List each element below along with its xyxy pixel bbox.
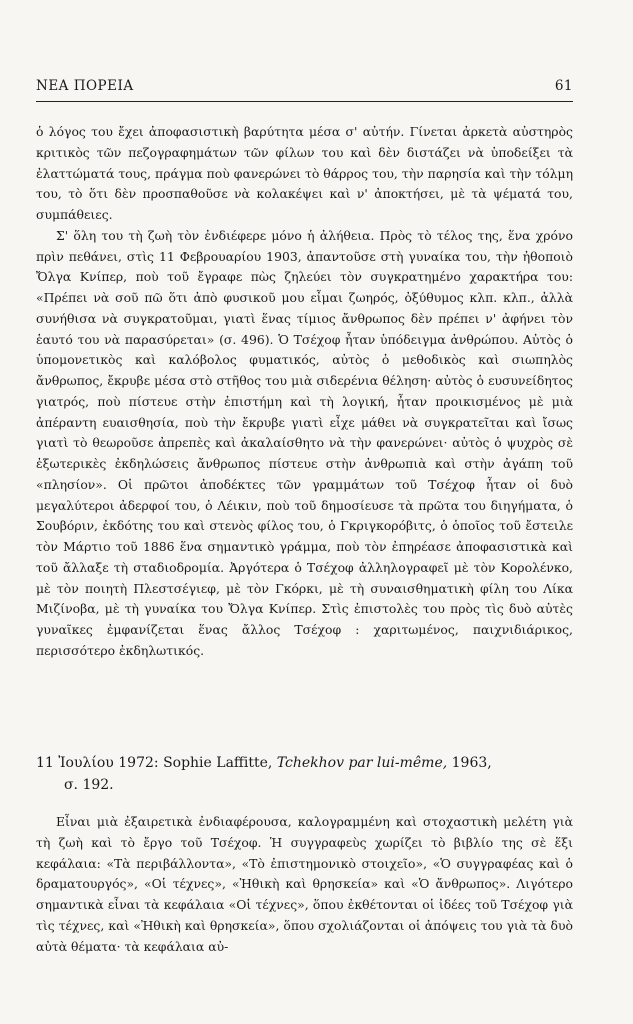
page-number: 61: [554, 78, 573, 94]
review-text: [36, 812, 573, 957]
main-text: [36, 122, 573, 662]
citation-date: 11 Ἰουλίου 1972:: [36, 755, 159, 771]
citation-year: 1963,: [451, 755, 492, 771]
paragraph-truth: Σ' ὅλη του τὴ ζωὴ τὸν ἐνδιέφερε μόνο ἡ ἀλήθεια. Πρὸς τὸ τέλος της, ἕνα χρόνο πρὶν πεθάνει, στὶς 11 Φεβρουαρίου 1903, ἀπαντοῦσε στὴ γυναίκα του, τὴν ἠθοποιὸ Ὄλγα Κνίπερ, ποὺ τοῦ ἔγραφε πὼς ζηλεύει τὸν συγκρατημένο χαρακτήρα του: «Πρέπει νὰ σοῦ πῶ ὅτι ἀπὸ φυσικοῦ μου εἶμαι ζωηρός, ὀξύθυμος κλπ. κλπ., ἀλλὰ συνήθισα νὰ συγκρατοῦμαι, γιατὶ ἕνας τίμιος ἄνθρωπος δὲν πρέπει ν' ἀφήνει τὸν ἑαυτό του νὰ παρασύρεται» (σ. 496). Ὁ Τσέχοφ ἦταν ὑπόδειγμα ἀνθρώπου. Αὐτὸς ὁ ὑπομονετικὸς καὶ καλόβολος φυματικός, αὐτὸς ὁ μεθοδικὸς καὶ σιωπηλὸς ἄνθρωπος, ἔκρυβε μέσα στὸ στῆθος του μιὰ σιδερένια θέληση· αὐτὸς ὁ ευσυνείδητος γιατρός, ποὺ πίστευε στὴν ἐπιστήμη καὶ τὴ λογική, ἦταν προικισμένος μὲ μιὰ ἀπέραντη ευαισθησία, ποὺ τὴν ἔκρυβε γιατὶ εἶχε μάθει νὰ συγκρατεῖται καὶ ἴσως γιατὶ τὸ θεωροῦσε ἀπρεπὲς καὶ ἀκαλαίσθητο νὰ τὴν φανερώνει· αὐτὸς ὁ ψυχρὸς σὲ ἐξωτερικὲς ἐκδηλώσεις ἄνθρωπος πίστευε στὴν ἀνθρωπιὰ καὶ στὴν ἀγάπη τοῦ «πλησίον». Οἱ πρῶτοι ἀποδέκτες τῶν γραμμάτων τοῦ Τσέχοφ ἦταν οἱ δυὸ μεγαλύτεροι ἀδερφοί του, ὁ Λέικιν, ποὺ τοῦ δημοσίευσε τὰ πρῶτα του διηγήματα, ὁ Σουβόριν, ἐκδότης του καὶ στενὸς φίλος του, ὁ Γκριγκορόβιτς, ὁ ὁποῖος τοῦ ἔστειλε τὸν Μάρτιο τοῦ 1886 ἕνα σημαντικὸ γράμμα, ποὺ τὸν ἐπηρέασε ἀποφασιστικὰ καὶ τοῦ ἄλλαξε τὴ σταδιοδρομία. Ἀργότερα ὁ Τσέχοφ ἀλληλογραφεῖ μὲ τὸν Κορολένκο, μὲ τὸν ποιητὴ Πλεστσέγιεφ, μὲ τὸν Γκόρκι, μὲ τὴ συναισθηματικὴ φίλη του Λίκα Μιζίνοβα, μὲ τὴ γυναίκα του Ὄλγα Κνίπερ. Στὶς ἐπιστολὲς του πρὸς τὶς δυὸ αὐτὲς γυναῖκες ἐμφανίζεται ἕνας ἄλλος Τσέχοφ : χαριτωμένος, παιχνιδιάρικος, περισσότερο ἐκδηλωτικός.: [36, 227, 573, 658]
book-citation: [36, 752, 573, 796]
page-header: [36, 78, 573, 100]
header-rule: [36, 101, 573, 102]
paragraph-continuation: ὁ λόγος του ἔχει ἀποφασιστικὴ βαρύτητα μέσα σ' αὐτήν. Γίνεται ἀρκετὰ αὐστηρὸς κριτικὸς τῶν πεζογραφημάτων τῶν φίλων του καὶ δὲν διστάζει νὰ ὑποδείξει τὰ ἐλαττώματά τους, πράγμα ποὺ φανερώνει τὸ θάρρος του, τὴν παρησία καὶ τὴν τόλμη του, τὸ ὅτι δὲν προσπαθοῦσε νὰ κολακέψει καὶ ν' ἀποκτήσει, μὲ τὰ ψέματά του, συμπάθειες.: [36, 124, 573, 222]
citation-author: Sophie Laffitte,: [163, 755, 273, 771]
review-paragraph: Εἶναι μιὰ ἐξαιρετικὰ ἐνδιαφέρουσα, καλογραμμένη καὶ στοχαστικὴ μελέτη γιὰ τὴ ζωὴ καὶ τὸ ἔργο τοῦ Τσέχοφ. Ἡ συγγραφεὺς χωρίζει τὸ βιβλίο της σὲ ἕξι κεφάλαια: «Τὰ περιβάλλοντα», «Τὸ ἐπιστημονικὸ στοιχεῖο», «Ὁ συγγραφέας καὶ ὁ δραματουργός», «Οἱ τέχνες», «Ἠθικὴ καὶ θρησκεία» καὶ «Ὁ ἄνθρωπος». Λιγότερο σημαντικὰ εἶναι τὰ κεφάλαια «Οἱ τέχνες», ὅπου ἐκθέτονται οἱ ἰδέες τοῦ Τσέχοφ γιὰ τὶς τέχνες, καὶ «Ἠθικὴ καὶ θρησκεία», ὅπου σχολιάζονται οἱ ἀπόψεις του γιὰ τὰ δυὸ αὐτὰ θέματα· τὰ κεφάλαια αὐ-: [36, 814, 573, 954]
citation-title: Tchekhov par lui-même,: [276, 755, 448, 771]
citation-pages: σ. 192.: [64, 777, 114, 793]
running-title: ΝΕΑ ΠΟΡΕΙΑ: [36, 78, 134, 94]
